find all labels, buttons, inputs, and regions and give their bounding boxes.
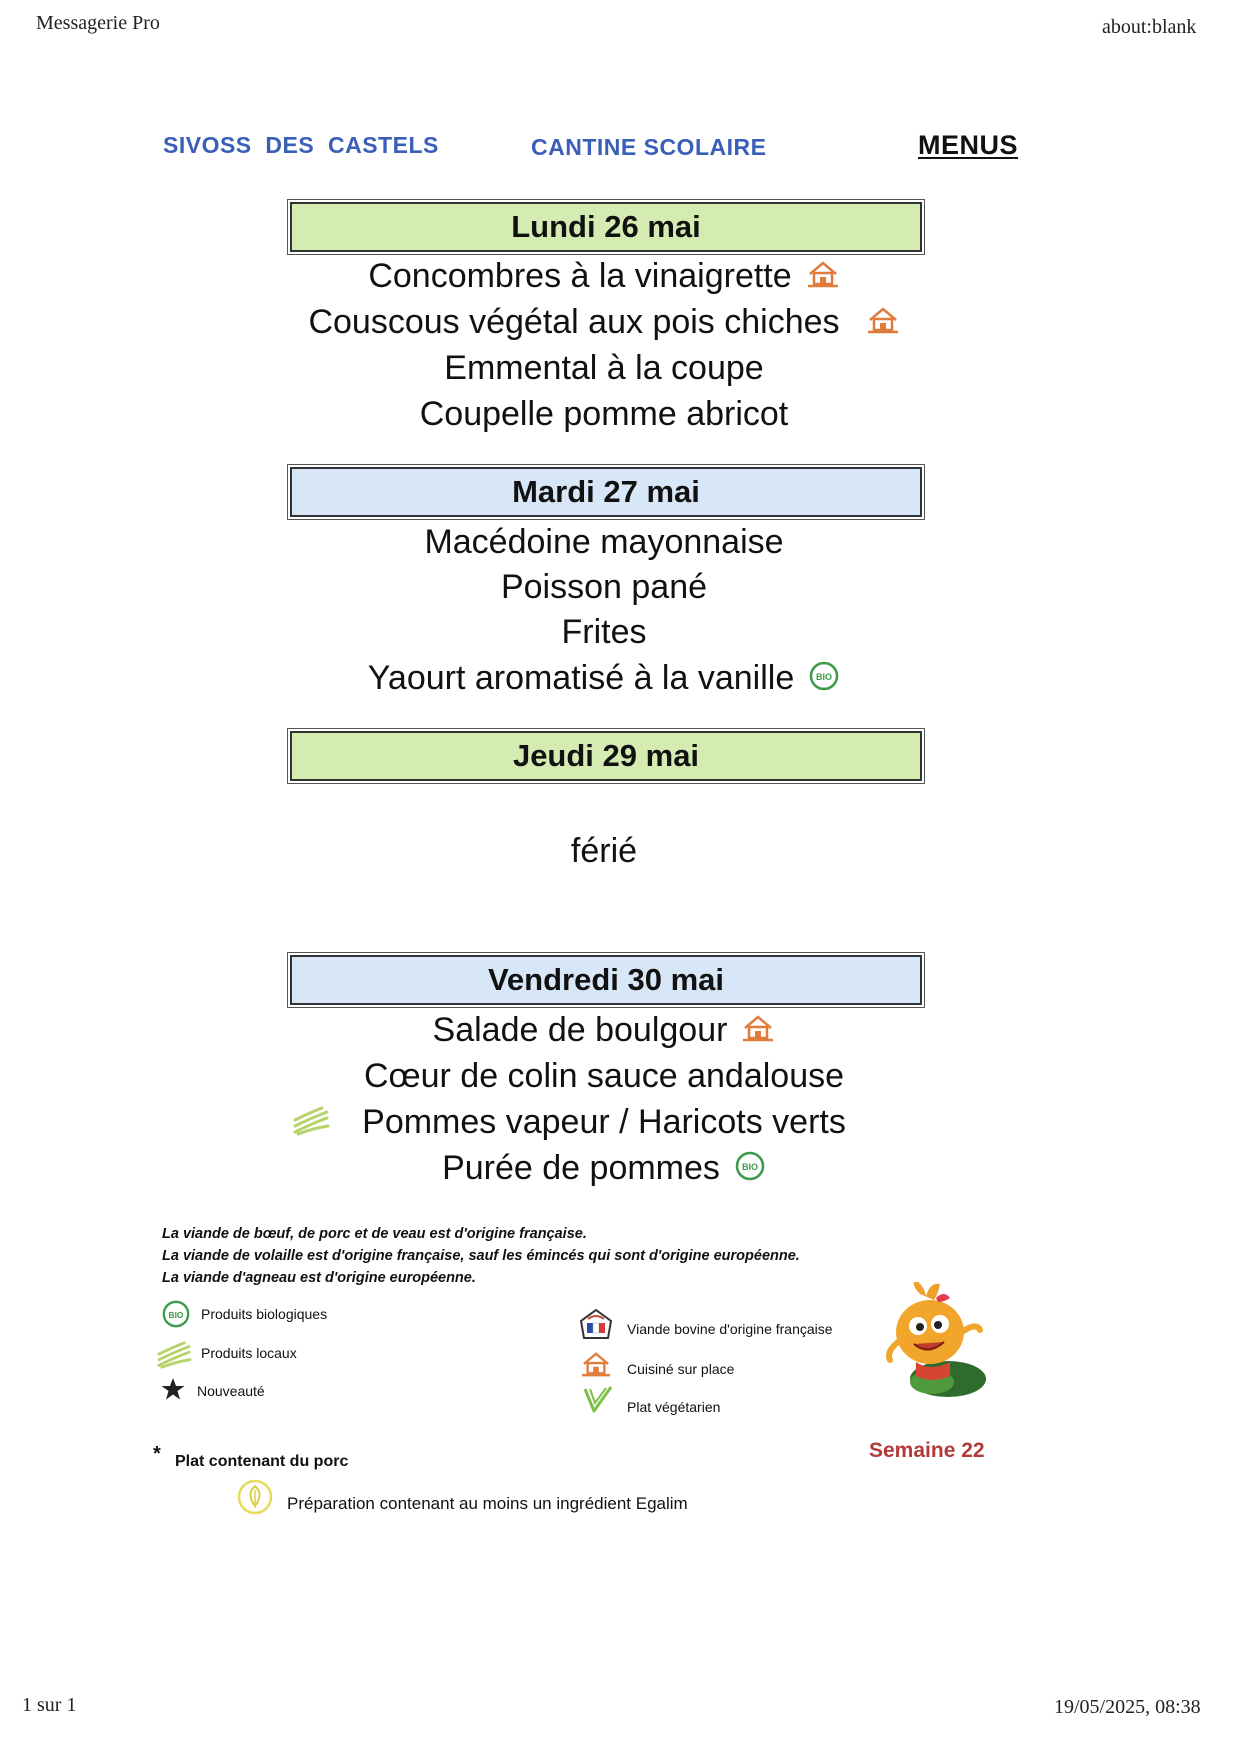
dish-item <box>240 658 968 701</box>
dish-label: Purée de pommes <box>442 1149 720 1187</box>
legend-egalim: Préparation contenant au moins un ingrédient Egalim <box>287 1494 688 1513</box>
house-icon <box>580 1350 612 1383</box>
svg-text:BIO: BIO <box>741 1161 758 1172</box>
svg-text:BIO: BIO <box>168 1309 184 1320</box>
legend-pork: Plat contenant du porc <box>175 1453 349 1470</box>
dish-item: Macédoine mayonnaise <box>424 523 784 561</box>
day-header-mardi: Mardi 27 mai <box>290 467 922 517</box>
legend-beef: Viande bovine d'origine française <box>627 1321 833 1337</box>
week-label: Semaine 22 <box>869 1439 985 1462</box>
legend-house: Cuisiné sur place <box>627 1361 735 1377</box>
day-header-jeudi: Jeudi 29 mai <box>290 731 922 781</box>
bio-icon <box>808 660 840 701</box>
legend-veg: Plat végétarien <box>627 1399 721 1415</box>
dish-label: Salade de boulgour <box>432 1011 728 1049</box>
dish-label: Concombres à la vinaigrette <box>368 257 792 295</box>
legend-new: Nouveauté <box>197 1383 265 1399</box>
bio-icon <box>734 1150 766 1191</box>
dish-item: férié <box>570 832 638 870</box>
dish-label: Couscous végétal aux pois chiches <box>308 303 840 341</box>
menus-title: MENUS <box>918 130 1019 160</box>
print-header-url: about:blank <box>1102 16 1197 38</box>
dish-label: Yaourt aromatisé à la vanille <box>367 659 795 697</box>
french-beef-icon <box>578 1307 614 1346</box>
dish-item: Cœur de colin sauce andalouse <box>363 1057 845 1095</box>
house-icon <box>866 304 900 344</box>
dish-item: Coupelle pomme abricot <box>419 395 789 433</box>
dish-item: Pommes vapeur / Haricots verts <box>362 1103 846 1141</box>
note-beef: La viande de bœuf, de porc et de veau est d'origine française. <box>162 1226 587 1242</box>
dish-item: Frites <box>561 613 647 651</box>
vegetarian-icon <box>582 1384 614 1421</box>
note-lamb: La viande d'agneau est d'origine européenne. <box>162 1270 476 1286</box>
local-product-icon <box>156 1339 192 1376</box>
dish-item <box>240 1148 968 1191</box>
svg-text:BIO: BIO <box>816 671 833 682</box>
asterisk-icon: * <box>153 1443 161 1465</box>
print-footer-date: 19/05/2025, 08:38 <box>1054 1696 1201 1718</box>
dish-item: Poisson pané <box>500 568 708 606</box>
legend-bio: Produits biologiques <box>201 1306 328 1322</box>
dish-item <box>240 256 968 298</box>
mascot-illustration <box>880 1282 990 1407</box>
star-icon <box>160 1376 186 1407</box>
print-header-title: Messagerie Pro <box>36 12 160 34</box>
bio-icon <box>161 1299 191 1334</box>
egalim-icon <box>236 1478 274 1521</box>
print-footer-page: 1 sur 1 <box>22 1694 77 1716</box>
dish-item <box>240 1010 968 1052</box>
legend-local: Produits locaux <box>201 1345 297 1361</box>
day-header-lundi: Lundi 26 mai <box>290 202 922 252</box>
day-header-vendredi: Vendredi 30 mai <box>290 955 922 1005</box>
org-name: SIVOSS DES CASTELS <box>163 132 439 158</box>
dish-item <box>240 302 968 344</box>
dish-item: Emmental à la coupe <box>444 349 764 387</box>
house-icon <box>806 258 840 298</box>
note-poultry: La viande de volaille est d'origine française, sauf les émincés qui sont d'origine européenne. <box>162 1248 800 1264</box>
service-name: CANTINE SCOLAIRE <box>531 134 767 160</box>
house-icon <box>741 1012 775 1052</box>
